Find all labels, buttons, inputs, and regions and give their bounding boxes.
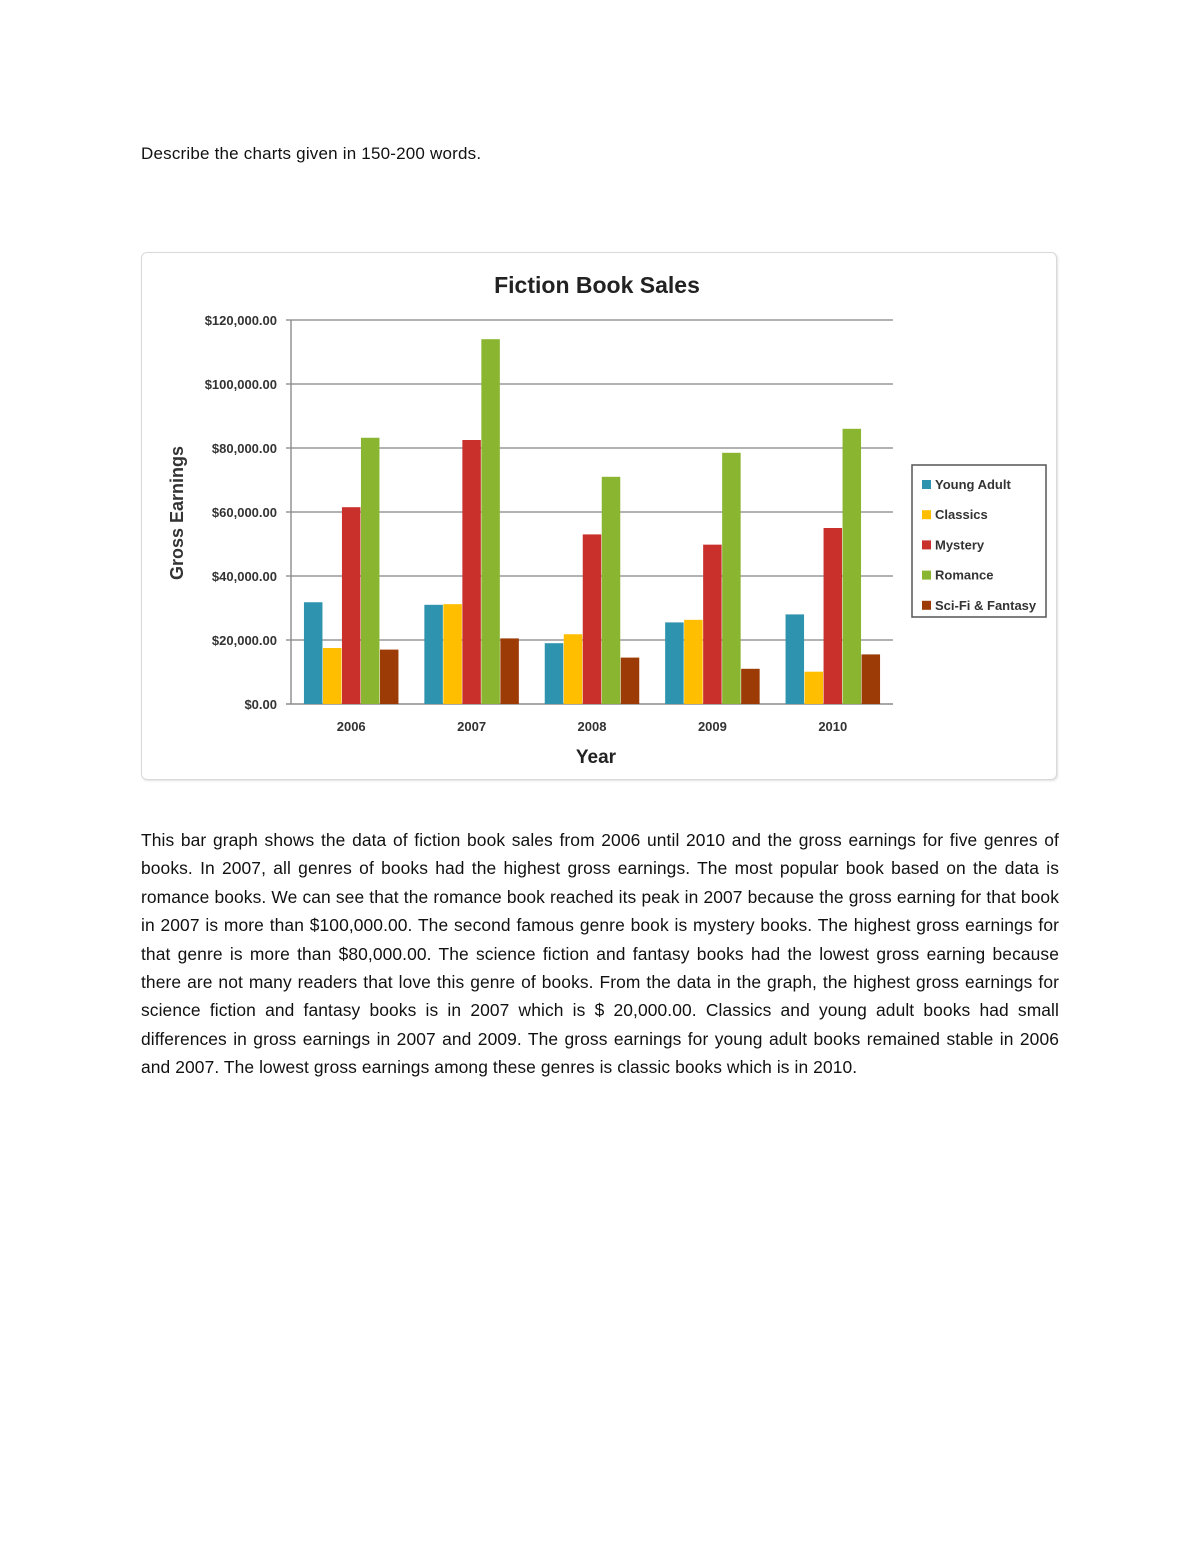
bar-young-adult-2008 xyxy=(545,643,564,704)
bar-sci-fi-fantasy-2008 xyxy=(621,658,640,704)
legend-label: Classics xyxy=(935,507,988,523)
legend-swatch xyxy=(922,540,931,549)
bar-classics-2006 xyxy=(323,648,342,704)
bar-mystery-2007 xyxy=(462,440,481,704)
bar-classics-2010 xyxy=(805,672,824,704)
legend-swatch xyxy=(922,510,931,519)
bar-sci-fi-fantasy-2007 xyxy=(500,638,518,704)
legend-label: Sci-Fi & Fantasy xyxy=(935,597,1037,613)
y-tick-label: $20,000.00 xyxy=(211,633,277,648)
y-tick-label: $80,000.00 xyxy=(211,441,277,456)
bar-mystery-2008 xyxy=(583,534,602,704)
x-tick-label: 2008 xyxy=(577,719,607,734)
bar-chart xyxy=(142,253,1056,779)
bar-classics-2008 xyxy=(564,634,583,704)
bar-romance-2007 xyxy=(481,339,500,704)
bar-sci-fi-fantasy-2010 xyxy=(862,654,881,704)
legend-label: Romance xyxy=(935,567,994,583)
x-tick-label: 2006 xyxy=(336,719,366,734)
bar-young-adult-2010 xyxy=(786,614,805,704)
description-paragraph: This bar graph shows the data of fiction book sales from 2006 until 2010 and the gross earnings for five genres of books. In 2007, all genres of books had the highest gross earnings. The most popular book based on the data is romance books. We can see that the romance book reached its peak in 2007 because the gross earning for that book in 2007 is more than $100,000.00. The second famous genre book is mystery books. The highest gross earnings for that genre is more than $80,000.00. The science fiction and fantasy books had the lowest gross earning because there are not many readers that love this genre of books. From the data in the graph, the highest gross earnings for science fiction and fantasy books is in 2007 which is $ 20,000.00. Classics and young adult books had small differences in gross earnings in 2007 and 2009. The gross earnings for young adult books remained stable in 2006 and 2007. The lowest gross earnings among these genres is classic books which is in 2010. xyxy=(141,830,1059,1078)
x-tick-label: 2009 xyxy=(697,719,727,734)
y-tick-label: $60,000.00 xyxy=(211,505,277,520)
x-tick-label: 2010 xyxy=(818,719,848,734)
y-tick-label: $120,000.00 xyxy=(204,313,277,328)
legend-label: Young Adult xyxy=(935,477,1011,492)
bar-romance-2008 xyxy=(602,477,621,704)
x-tick-label: 2007 xyxy=(457,719,487,734)
y-tick-label: $40,000.00 xyxy=(211,569,277,584)
chart-title: Fiction Book Sales xyxy=(494,272,700,298)
bar-young-adult-2006 xyxy=(304,602,323,704)
bar-sci-fi-fantasy-2009 xyxy=(741,669,760,704)
y-axis-label: Gross Earnings xyxy=(167,445,187,581)
bar-young-adult-2007 xyxy=(424,605,443,704)
chart-container xyxy=(141,252,1057,780)
bar-romance-2009 xyxy=(722,453,741,704)
bar-mystery-2010 xyxy=(824,528,843,704)
legend-swatch xyxy=(922,571,931,580)
bar-romance-2006 xyxy=(361,438,380,704)
bar-classics-2007 xyxy=(443,604,462,704)
legend-label: Mystery xyxy=(935,537,985,553)
bar-romance-2010 xyxy=(843,429,862,704)
bar-young-adult-2009 xyxy=(665,622,684,704)
bar-mystery-2006 xyxy=(342,507,361,704)
legend-swatch xyxy=(922,480,931,489)
bar-sci-fi-fantasy-2006 xyxy=(380,650,399,704)
x-axis-label: Year xyxy=(575,747,617,768)
legend-swatch xyxy=(922,601,931,610)
prompt-text: Describe the charts given in 150-200 words. xyxy=(141,144,482,163)
y-tick-label: $100,000.00 xyxy=(204,377,277,392)
bar-mystery-2009 xyxy=(703,545,722,704)
bar-classics-2009 xyxy=(684,620,703,704)
y-tick-label: $0.00 xyxy=(244,697,277,712)
